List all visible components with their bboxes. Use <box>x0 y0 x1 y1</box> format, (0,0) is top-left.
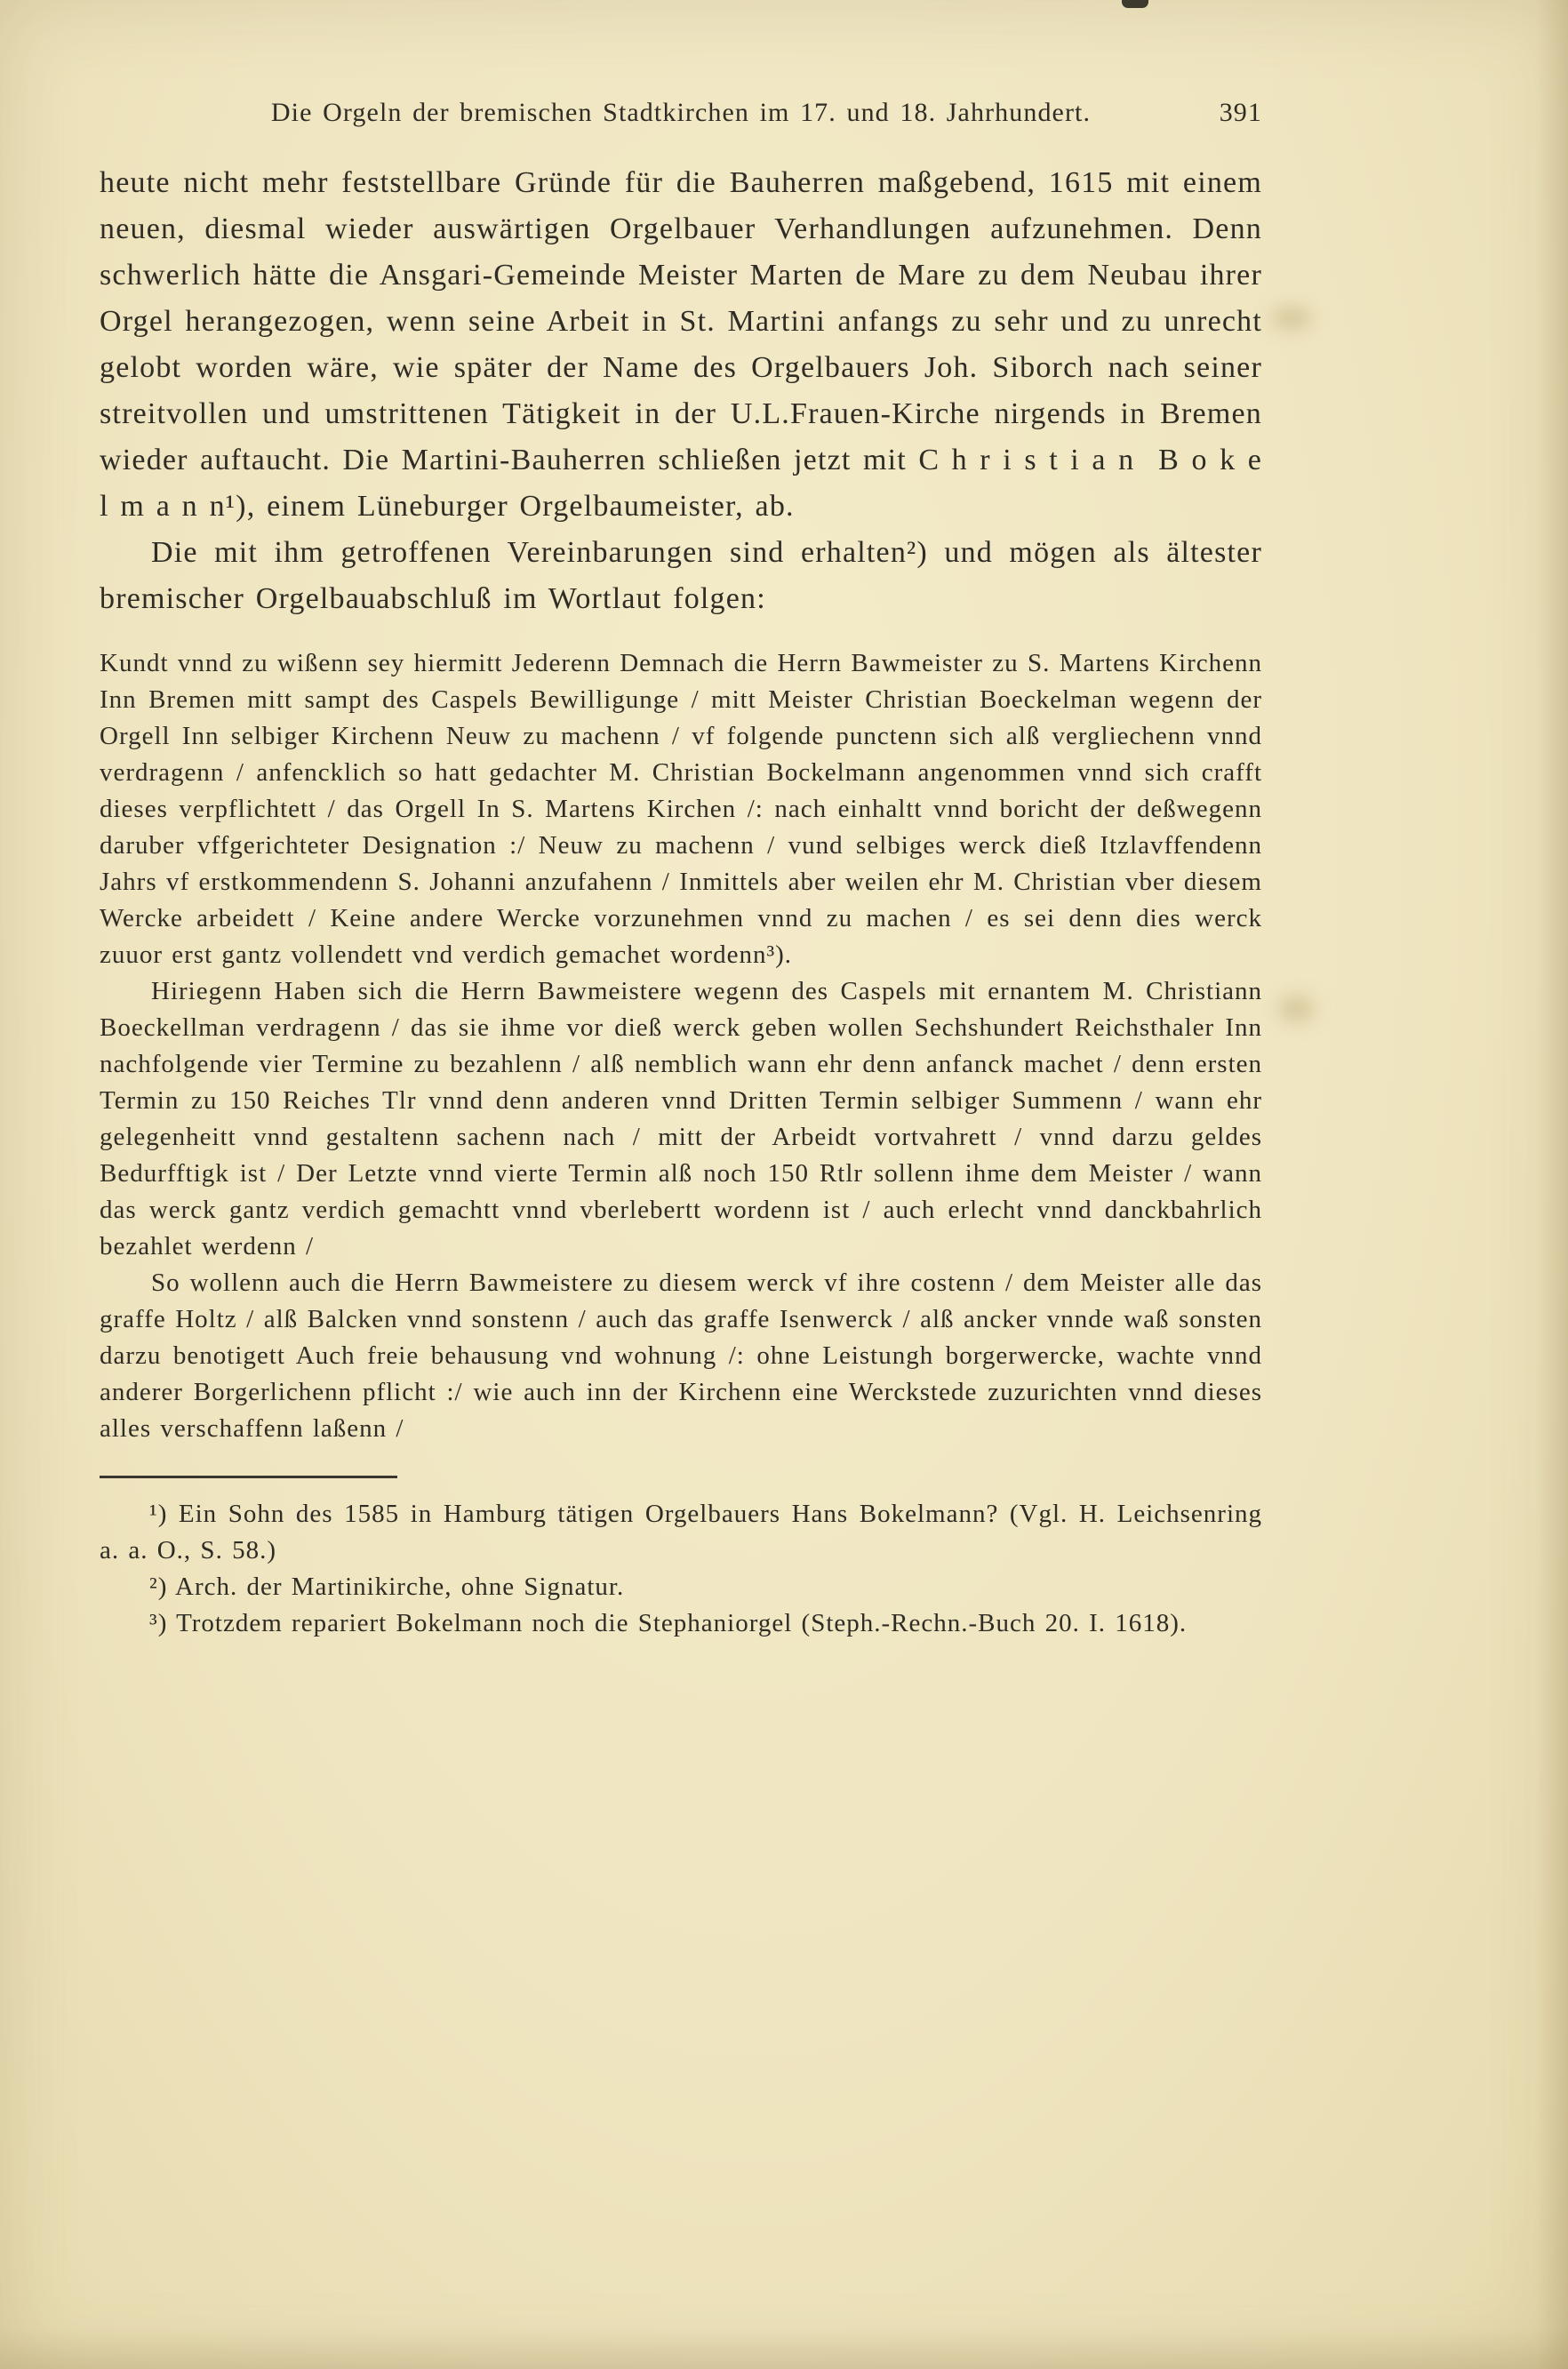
scan-smudge <box>1278 996 1314 1022</box>
page-edge-shadow <box>1536 0 1568 2369</box>
footnotes-section <box>100 1476 1262 1642</box>
page-content <box>100 98 1262 1642</box>
quote-paragraph: Hiriegenn Haben sich die Herrn Bawmeistere wegenn des Caspels mit ernantem M. Christiann Boeckellman verdragenn / das sie ihme vor dieß werck geben wollen Sechshundert Reichsthaler Inn nachfolgende vier Termine zu bezahlenn / alß nemblich wann ehr denn anfanck machet / denn ersten Termin zu 150 Reiches Tlr vnnd denn anderen vnnd Dritten Termin selbiger Summenn / wann ehr gelegenheitt vnnd gestaltenn sachenn nach / mitt der Arbeidt vortvahrett / vnnd darzu geldes Bedurfftigk ist / Der Letzte vnnd vierte Termin alß noch 150 Rtlr sollenn ihme dem Meister / wann das werck gantz verdich gemachtt vnnd vberlebertt wordenn ist / auch erlecht vnnd danckbahrlich bezahlet werdenn / <box>100 977 1262 1261</box>
body-paragraph: Die mit ihm getroffenen Vereinbarungen sind erhalten²) und mögen als ältester bremischer Orgelbauabschluß im Wortlaut folgen: <box>100 536 1262 615</box>
quote-paragraph: So wollenn auch die Herrn Bawmeistere zu diesem werck vf ihre costenn / dem Meister alle das graffe Holtz / alß Balcken vnnd sonstenn / auch das graffe Isenwerck / alß ancker vnnde waß sonsten darzu benotigett Auch freie behausung vnd wohnung /: ohne Leistungh borgerwercke, wachte vnnd anderer Borgerlichenn pflicht :/ wie auch inn der Kirchenn eine Werckstede zuzurichten vnnd dieses alles verschaffenn laßenn / <box>100 1269 1262 1443</box>
scan-smudge <box>1271 307 1312 330</box>
page-edge-shadow <box>0 2328 1568 2369</box>
footnote-divider <box>100 1476 397 1478</box>
page-number: 391 <box>1219 98 1262 127</box>
quote-paragraph: Kundt vnnd zu wißenn sey hiermitt Jederenn Demnach die Herrn Bawmeister zu S. Martens Kirchenn Inn Bremen mitt sampt des Caspels Bewilligunge / mitt Meister Christian Boeckelman wegenn der Orgell Inn selbiger Kirchenn Neuw zu machenn / vf folgende punctenn sich alß vergliechenn vnnd verdragenn / anfencklich so hatt gedachter M. Christian Bockelmann angenommen vnnd sich crafft dieses verpflichtett / das Orgell In S. Martens Kirchen /: nach einhaltt vnnd boricht der deßwegenn daruber vffgerichteter Designation :/ Neuw zu machenn / vund selbiges werck dieß Itzlavffendenn Jahrs vf erstkommendenn S. Johanni anzufahenn / Inmittels aber weilen ehr M. Christian vber diesem Wercke arbeidett / Keine andere Wercke vorzunehmen vnnd zu machen / es sei denn dies werck zuuor erst gantz vollendett vnd verdich gemachet wordenn³). <box>100 649 1262 969</box>
footnote: ³) Trotzdem repariert Bokelmann noch die Stephaniorgel (Steph.-Rechn.-Buch 20. I. 1618). <box>149 1609 1188 1637</box>
contract-quote-block <box>100 645 1262 1447</box>
body-paragraph: heute nicht mehr feststellbare Gründe für die Bauherren maßgebend, 1615 mit einem neuen, diesmal wieder auswärtigen Orgelbauer Verhandlungen aufzunehmen. Denn schwerlich hätte die Ansgari-Gemeinde Meister Marten de Mare zu dem Neubau ihrer Orgel herangezogen, wenn seine Arbeit in St. Martini anfangs zu sehr und zu unrecht gelobt worden wäre, wie später der Name des Orgelbauers Joh. Siborch nach seiner streitvollen und umstrittenen Tätigkeit in der U.L.Frauen-Kirche nirgends in Bremen wieder auftaucht. Die Martini-Bauherren schließen jetzt mit C h r i s t i a n B o k e l m a n n¹), einem Lüneburger Orgelbaumeister, ab. <box>100 166 1262 523</box>
main-text <box>100 160 1262 622</box>
scan-artifact <box>1122 0 1148 8</box>
footnote: ¹) Ein Sohn des 1585 in Hamburg tätigen Orgelbauers Hans Bokelmann? (Vgl. H. Leichsenring a. a. O., S. 58.) <box>100 1500 1262 1565</box>
page-title: Die Orgeln der bremischen Stadtkirchen im 17. und 18. Jahrhundert. <box>270 98 1092 127</box>
footnote: ²) Arch. der Martinikirche, ohne Signatur. <box>149 1573 625 1601</box>
running-head <box>100 98 1262 128</box>
